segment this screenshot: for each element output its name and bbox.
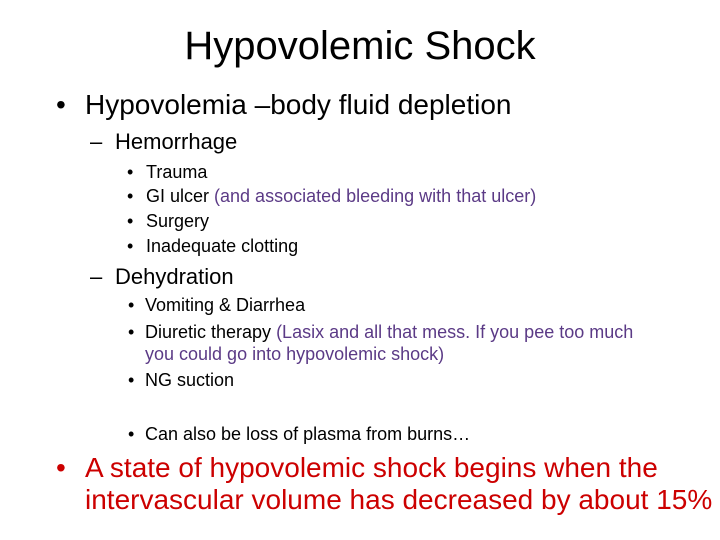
list-item-text: GI ulcer (146, 186, 215, 206)
list-item-text: NG suction (145, 370, 235, 390)
dash-icon: – (90, 264, 103, 289)
list-item-text: Vomiting & Diarrhea (145, 295, 306, 315)
list-item-text: Surgery (146, 211, 210, 231)
list-item-text: Inadequate clotting (146, 236, 299, 256)
bullet-icon: • (128, 370, 135, 390)
list-item-note-continued: you could go into hypovolemic shock) (145, 344, 445, 364)
bullet-icon: • (56, 89, 66, 120)
bullet-icon: • (128, 295, 135, 315)
list-item-note: (Lasix and all that mess. If you pee too much (276, 322, 634, 342)
bullet-icon: • (127, 236, 134, 256)
bullet-icon: • (127, 162, 134, 182)
list-item-text: Can also be loss of plasma from burns… (145, 424, 471, 444)
bullet-hypovolemia-text: Hypovolemia –body fluid depletion (85, 89, 512, 120)
list-item-note: (and associated bleeding with that ulcer) (214, 186, 537, 206)
bullet-icon: • (127, 211, 134, 231)
bullet-icon: • (128, 424, 135, 444)
list-item-text: Diuretic therapy (145, 322, 277, 342)
subbullet-dehydration-label: Dehydration (115, 264, 234, 289)
subbullet-hemorrhage-label: Hemorrhage (115, 129, 238, 154)
bullet-shock-threshold-line1: A state of hypovolemic shock begins when the (85, 452, 658, 483)
bullet-icon: • (128, 322, 135, 342)
bullet-icon: • (56, 452, 66, 483)
list-item-text: Trauma (146, 162, 208, 182)
bullet-icon: • (127, 186, 134, 206)
dash-icon: – (90, 129, 103, 154)
slide-title: Hypovolemic Shock (184, 24, 536, 68)
bullet-shock-threshold-line2: intervascular volume has decreased by about 15% (85, 484, 713, 515)
